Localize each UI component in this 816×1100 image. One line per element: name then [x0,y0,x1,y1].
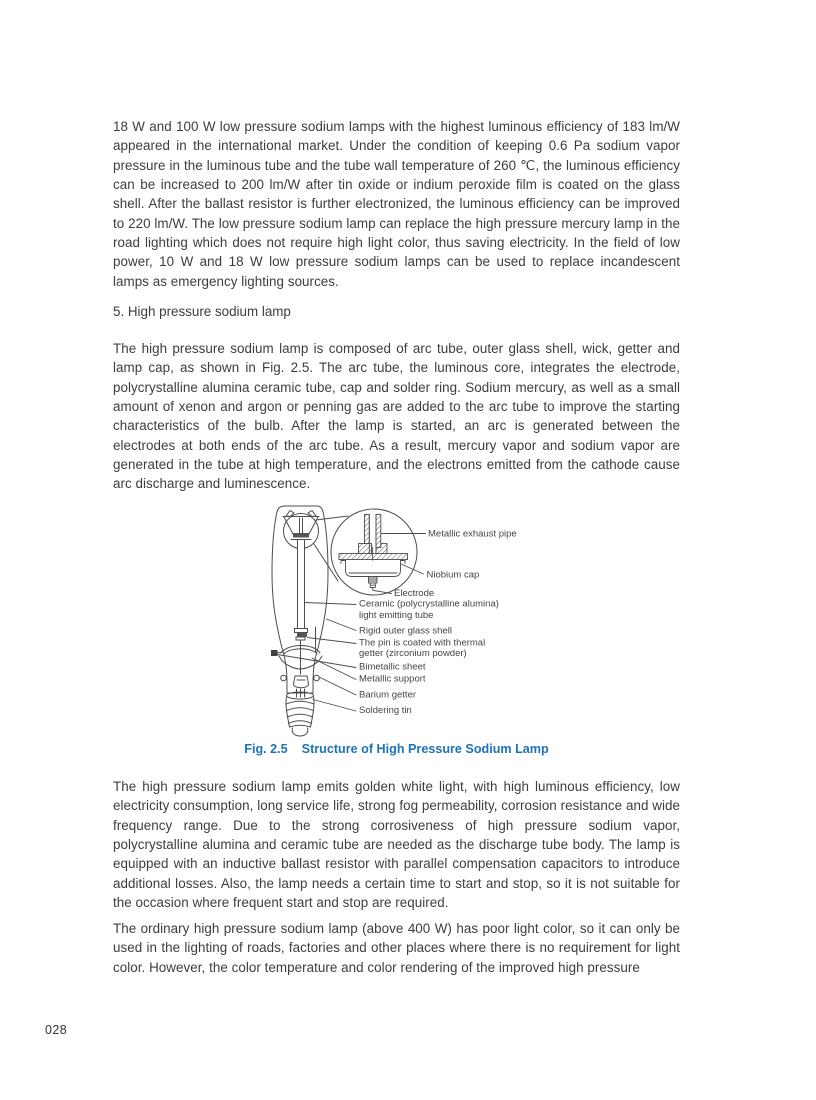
label-electrode: Electrode [394,588,435,599]
inset-niobium-cap [341,561,405,577]
label-pin-getter-line1: The pin is coated with thermal [359,637,486,649]
figure-caption [113,742,680,756]
figure-caption-title: Structure of High Pressure Sodium Lamp [301,742,549,756]
arc-tube [298,540,305,629]
paragraph-hps-composition: The high pressure sodium lamp is composed of arc tube, outer glass shell, wick, getter and lamp cap, as shown in Fig. 2.5. The arc tube, the luminous core, integrates the electrode, polycrystalline alumina ceramic tube, cap and solder ring. Sodium mercury, as well as a small amount of xenon and argon or penning gas are added to the arc tube to improve the starting characteristics of the bulb. After the lamp is started, an arc is generated between the electrodes at both ends of the arc tube. As a result, mercury vapor and sodium vapor are generated in the tube at high temperature, and the electrons emitted from the cathode cause arc discharge and luminescence. [113,341,680,492]
glass-stem [294,676,309,697]
paragraph-low-pressure-lamps: 18 W and 100 W low pressure sodium lamps with the highest luminous efficiency of 183 lm/W appeared in the international market. Under the condition of keeping 0.6 Pa sodium vapor pressure in the luminous tube and the tube wall temperature of 260 ℃, the luminous efficiency can be increased to 200 lm/W after tin oxide or indium peroxide film is coated on the glass shell. After the ballast resistor is further electronized, the luminous efficiency can be improved to 220 lm/W. The low pressure sodium lamp can replace the high pressure mercury lamp in the road lighting which does not require high light color, thus saving electricity. In the field of low power, 10 W and 18 W low pressure sodium lamps can be used to replace incandescent lamps as emergency lighting sources. [113,119,680,289]
label-metallic-support: Metallic support [359,673,426,685]
label-glass-shell: Rigid outer glass shell [359,625,452,637]
section-heading: 5. High pressure sodium lamp [113,304,291,319]
label-niobium-cap: Niobium cap [426,569,480,581]
label-barium-getter: Barium getter [359,689,417,701]
label-soldering-tin: Soldering tin [359,705,412,716]
label-bimetallic-sheet: Bimetallic sheet [359,661,426,673]
lamp-drawing [271,506,426,736]
label-metallic-exhaust-pipe: Metallic exhaust pipe [428,528,517,540]
paragraph-hps-applications: The ordinary high pressure sodium lamp (above 400 W) has poor light color, so it can only be used in the lighting of roads, factories and other places where there is no requirement for light color. However, the color temperature and color rendering of the improved high pressure [113,921,680,975]
label-pin-getter-line2: getter (zirconium powder) [359,648,467,659]
top-support-frame [283,511,319,540]
label-ceramic-tube-line2: light emitting tube [359,610,434,621]
figure-caption-label: Fig. 2.5 [244,742,288,756]
arc-tube-bottom-cap [295,629,308,641]
lamp-structure-figure [260,498,540,744]
paragraph-hps-advantages: The high pressure sodium lamp emits golden white light, with high luminous efficiency, low electricity consumption, long service life, strong fog permeability, corrosion resistance and wide frequency range. Due to the strong corrosiveness of high pressure sodium vapor, polycrystalline alumina and ceramic tube are needed as the discharge tube body. The lamp is equipped with an inductive ballast resistor with parallel compensation capacitors to introduce additional losses. Also, the lamp needs a certain time to start and stop, so it is not suitable for the occasion where frequent start and stop are required. [113,779,680,911]
page-number: 028 [45,1023,68,1037]
label-ceramic-tube-line1: Ceramic (polycrystalline alumina) [359,598,499,610]
screw-base [286,692,314,736]
